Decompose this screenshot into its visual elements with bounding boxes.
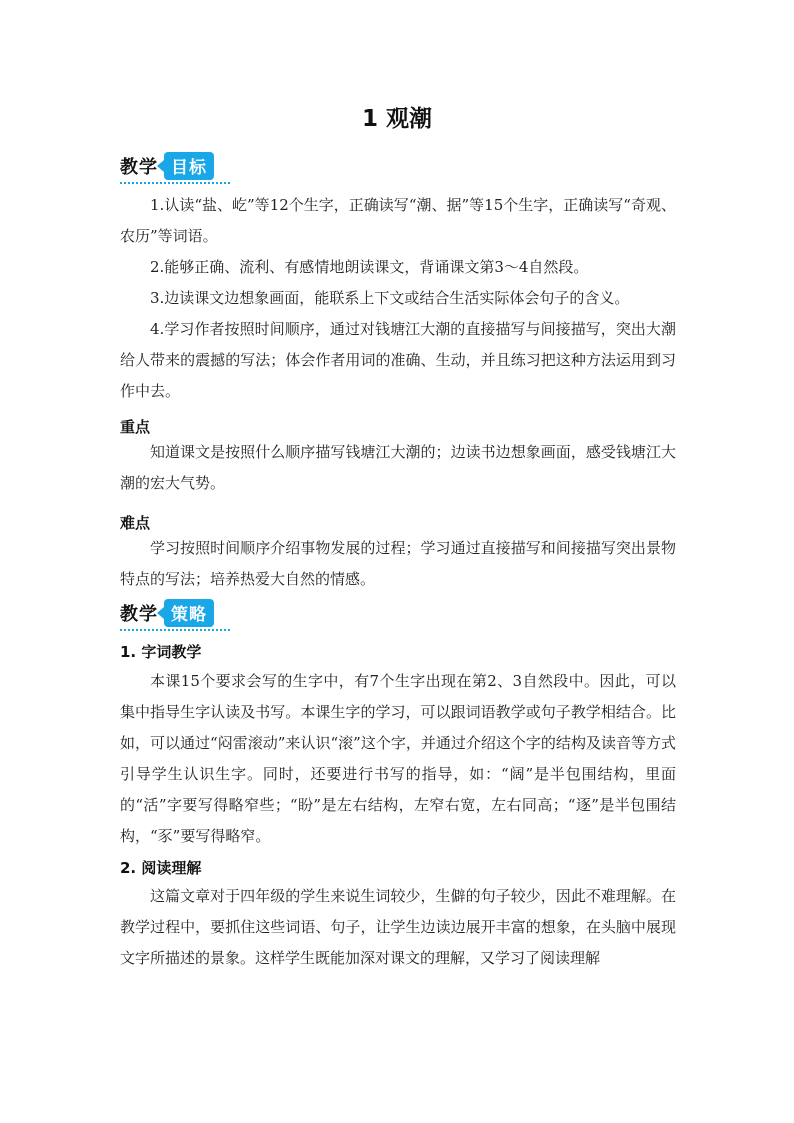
strategy-2-text: 这篇文章对于四年级的学生来说生词较少，生僻的句子较少，因此不难理解。在教学过程中，要抓住这些词语、句子，让学生边读边展开丰富的想象，在头脑中展现文字所描述的景象。这样学生既能加深对课文的理解，又学习了阅读理解 <box>120 887 676 967</box>
section-badge-strategy <box>120 599 214 627</box>
goal-item-2: 2.能够正确、流利、有感情地朗读课文，背诵课文第3～4自然段。 <box>150 258 589 276</box>
badge-plain-text: 教学 <box>120 604 158 625</box>
strategy-1-heading: 1. 字词教学 <box>120 643 202 661</box>
goal-item-1: 1.认读“盐、屹”等12个生字，正确读写“潮、据”等15个生字，正确读写“奇观、农历”等词语。 <box>120 196 676 245</box>
badge-highlight-text: 目标 <box>164 152 214 180</box>
difficulty-text: 学习按照时间顺序介绍事物发展的过程；学习通过直接描写和间接描写突出景物特点的写法；培养热爱大自然的情感。 <box>120 539 676 588</box>
key-point-text: 知道课文是按照什么顺序描写钱塘江大潮的；边读书边想象画面，感受钱塘江大潮的宏大气势。 <box>120 443 676 492</box>
goal-item-3: 3.边读课文边想象画面，能联系上下文或结合生活实际体会句子的含义。 <box>150 289 630 307</box>
badge-highlight-text: 策略 <box>164 599 214 627</box>
section-badge-goals <box>120 152 214 180</box>
badge-underline <box>120 182 230 184</box>
page-title: 1 观潮 <box>361 106 432 132</box>
goal-item-4: 4.学习作者按照时间顺序，通过对钱塘江大潮的直接描写与间接描写，突出大潮给人带来的震撼的写法；体会作者用词的准确、生动，并且练习把这种方法运用到习作中去。 <box>120 320 676 400</box>
key-point-heading: 重点 <box>120 418 151 436</box>
strategy-1-text: 本课15个要求会写的生字中，有7个生字出现在第2、3自然段中。因此，可以集中指导生字认读及书写。本课生字的学习，可以跟词语教学或句子教学相结合。比如，可以通过“闷雷滚动”来认识“滚”这个字，并通过介绍这个字的结构及读音等方式引导学生认识生字。同时，还要进行书写的指导，如：“阔”是半包围结构，里面的“活”字要写得略窄些；“盼”是左右结构，左窄右宽，左右同高；“逐”是半包围结构，“豕”要写得略窄。 <box>120 672 676 845</box>
strategy-2-heading: 2. 阅读理解 <box>120 859 202 877</box>
badge-plain-text: 教学 <box>120 157 158 178</box>
difficulty-heading: 难点 <box>120 514 151 532</box>
badge-underline <box>120 629 230 631</box>
